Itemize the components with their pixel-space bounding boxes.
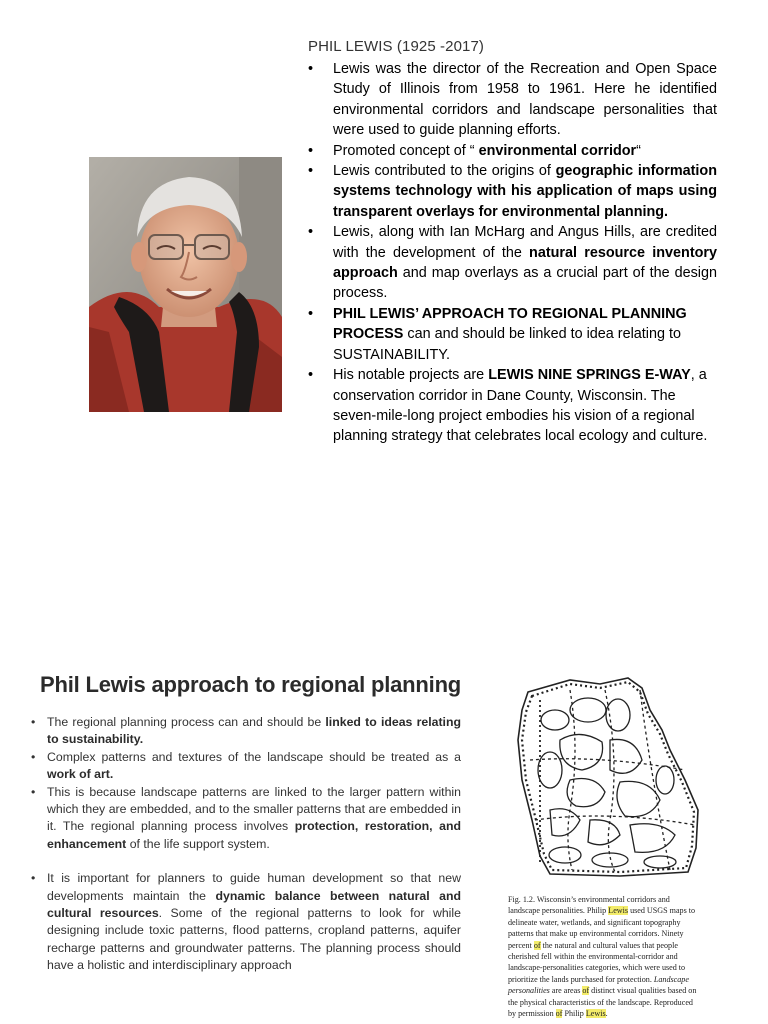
approach-bullet xyxy=(28,870,461,974)
text-run: of the life support system. xyxy=(126,836,270,851)
text-run: This is because landscape patterns are linked to the larger pattern within which they are embedded, and to the smaller patterns that are embedded in it. The regional planning process involves xyxy=(47,784,461,834)
bio-bullet xyxy=(305,141,717,161)
caption-text-run: used USGS maps to delineate water, wetlands, and significant topography patterns that make up environmental corridors. Ninety percent xyxy=(508,906,696,950)
approach-bullet-text xyxy=(47,785,461,851)
slide-title: Phil Lewis approach to regional planning xyxy=(40,672,462,697)
bold-text-run: geographic information systems technology with his application of maps using transparent overlays for environmental planning. xyxy=(333,163,717,220)
bio-bullet-text xyxy=(333,306,687,363)
approach-bullet xyxy=(28,784,461,854)
bio-bullet-text xyxy=(333,367,707,444)
caption-text-run: distinct visual qualities based on the physical characteristics of the landscape. Reproduced by permission xyxy=(508,986,697,1019)
bio-bullet-text xyxy=(333,61,717,138)
approach-bullet-text xyxy=(47,750,461,781)
bold-text-run: work of art. xyxy=(47,767,114,782)
bio-bullet xyxy=(305,222,717,304)
caption-text-run: . xyxy=(605,1009,608,1019)
bold-text-run: protection, restoration, and enhancement xyxy=(47,819,462,851)
portrait-photo xyxy=(89,157,282,412)
caption-text-run: Philip xyxy=(562,1009,586,1019)
text-run: Lewis was the director of the Recreation and Open Space Study of Illinois from 1958 to 1961. Here he identified environmental corridors and landscape personalities that were used to guide planning efforts. xyxy=(333,61,717,139)
approach-bullet xyxy=(28,714,461,749)
bio-bullet-text xyxy=(333,143,641,159)
wisconsin-corridor-map xyxy=(510,670,705,882)
bio-bullet-text xyxy=(333,224,717,301)
bio-bullet xyxy=(305,161,717,222)
bio-bullet xyxy=(305,59,717,141)
text-run: “ xyxy=(636,142,641,159)
bold-text-run: PHIL LEWIS’ APPROACH TO REGIONAL PLANNING PROCESS xyxy=(333,305,687,343)
bold-text-run: linked to ideas relating to sustainability. xyxy=(47,715,461,747)
highlighted-text-run: Lewis xyxy=(608,906,629,916)
bio-bullet-text xyxy=(333,163,717,220)
portrait-image xyxy=(89,157,282,412)
text-run: Lewis, along with Ian McHarg and Angus Hills, are credited with the development of the xyxy=(333,224,717,261)
bold-text-run: dynamic balance between natural and cultural resources xyxy=(47,888,461,921)
caption-text-run: the natural and cultural values that people cherished fell within the environmental-corridor and landscape-personalities categories, which were used to prioritize the lands purchased for protection. xyxy=(508,940,686,984)
text-run: Complex patterns and textures of the landscape should be treated as a xyxy=(47,749,461,764)
bio-bullet xyxy=(305,304,717,365)
bio-bullet-list xyxy=(305,59,717,447)
bio-title: PHIL LEWIS (1925 -2017) xyxy=(308,38,484,55)
text-run: Promoted concept of “ xyxy=(333,142,479,159)
caption-text-run: Fig. 1.2. Wisconsin’s environmental corridors and landscape personalities. Philip xyxy=(508,895,670,916)
caption-text-run: are areas xyxy=(549,986,583,996)
text-run: His notable projects are xyxy=(333,367,489,384)
highlighted-text-run: of xyxy=(533,940,541,950)
text-run: . Some of the regional patterns to look for while designing include toxic patterns, flood patterns, cropland patterns, aquifer recharge patterns and groundwater patterns. The planning process should have a holistic and interdisciplinary approach xyxy=(47,906,461,973)
bold-text-run: LEWIS NINE SPRINGS E-WAY xyxy=(488,367,691,384)
slide-regional-planning xyxy=(0,512,768,1024)
approach-bullet-text xyxy=(47,715,461,746)
bio-bullet xyxy=(305,365,717,447)
highlighted-text-run: of xyxy=(555,1009,563,1019)
text-run: and map overlays as a crucial part of the design process. xyxy=(333,265,717,302)
approach-bullet xyxy=(28,749,461,784)
bold-text-run: natural resource inventory approach xyxy=(333,244,718,282)
highlighted-text-run: of xyxy=(582,986,590,996)
text-run: can and should be linked to idea relating to SUSTAINABILITY. xyxy=(333,326,681,363)
text-run: The regional planning process can and should be xyxy=(47,715,326,729)
highlighted-text-run: Lewis xyxy=(585,1009,606,1019)
text-run: It is important for planners to guide human development so that new developments maintain the xyxy=(47,871,461,903)
caption-text-run: Landscape personalities xyxy=(508,974,689,996)
approach-bullet-list xyxy=(28,714,461,975)
text-run: Lewis contributed to the origins of xyxy=(333,163,556,180)
approach-bullet-text xyxy=(47,871,461,972)
bold-text-run: environmental corridor xyxy=(478,142,637,159)
figure-caption xyxy=(508,894,698,1019)
text-run: , a conservation corridor in Dane County, Wisconsin. The seven-mile-long project embodies his vision of a regional planning strategy that celebrates local ecology and culture. xyxy=(333,367,708,445)
